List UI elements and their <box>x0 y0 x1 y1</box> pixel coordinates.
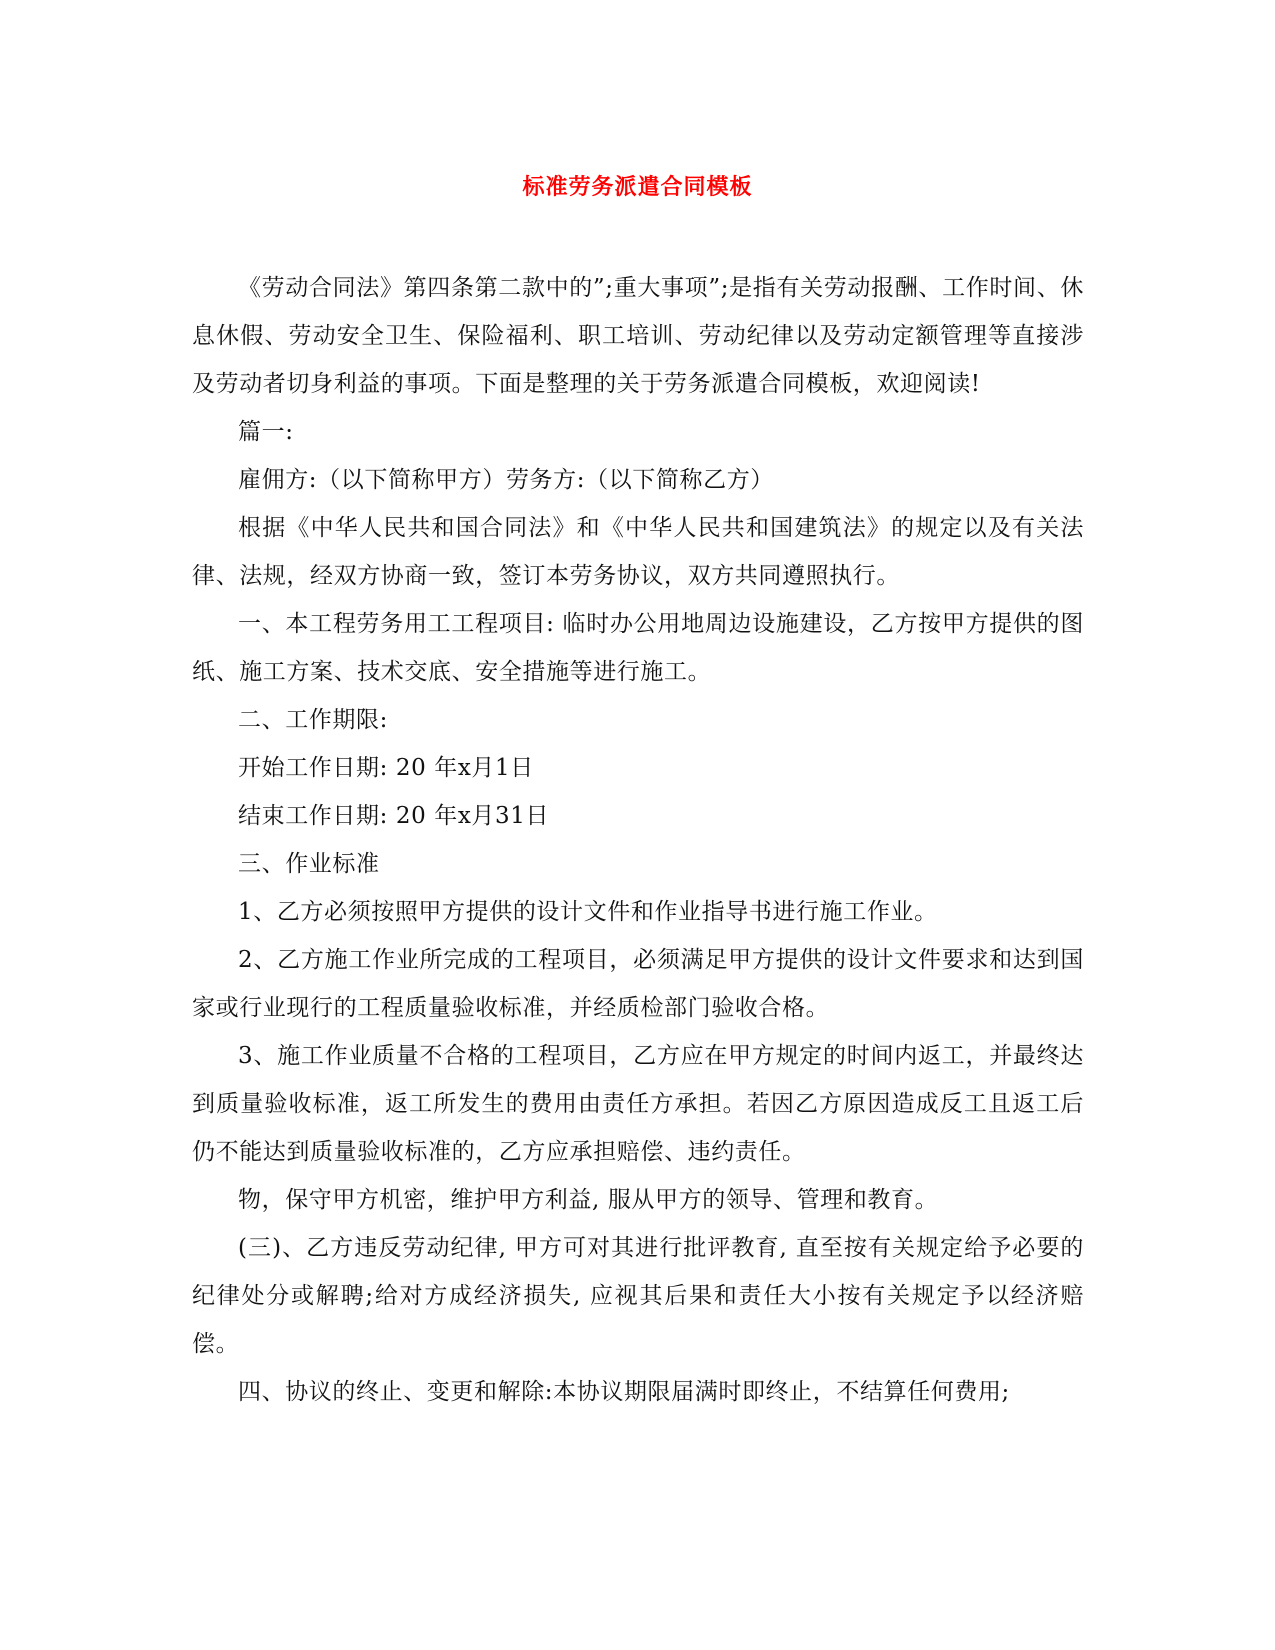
document-body <box>192 264 1084 1416</box>
paragraph-standard-1: 1、乙方必须按照甲方提供的设计文件和作业指导书进行施工作业。 <box>238 899 938 925</box>
paragraph-parties: 雇佣方:（以下简称甲方）劳务方:（以下简称乙方） <box>238 467 774 493</box>
paragraph-end-date: 结束工作日期: 20 年x月31日 <box>238 803 550 829</box>
paragraph-section-1-project: 一、本工程劳务用工工程项目: 临时办公用地周边设施建设，乙方按甲方提供的图纸、施工方案、技术交底、安全措施等进行施工。 <box>192 611 1084 685</box>
paragraph-section-4-termination: 四、协议的终止、变更和解除:本协议期限届满时即终止，不结算任何费用; <box>238 1379 1010 1405</box>
paragraph-intro: 《劳动合同法》第四条第二款中的”;重大事项”;是指有关劳动报酬、工作时间、休息休假、劳动安全卫生、保险福利、职工培训、劳动纪律以及劳动定额管理等直接涉及劳动者切身利益的事项。下面是整理的关于劳务派遣合同模板，欢迎阅读! <box>192 275 1084 397</box>
paragraph-section-2-heading: 二、工作期限: <box>238 707 388 733</box>
paragraph-section-3-heading: 三、作业标准 <box>238 851 380 877</box>
paragraph-part-one: 篇一: <box>238 419 294 445</box>
paragraph-confidentiality: 物，保守甲方机密，维护甲方利益, 服从甲方的领导、管理和教育。 <box>238 1187 939 1213</box>
paragraph-standard-2: 2、乙方施工作业所完成的工程项目，必须满足甲方提供的设计文件要求和达到国家或行业现行的工程质量验收标准，并经质检部门验收合格。 <box>192 947 1084 1021</box>
paragraph-start-date: 开始工作日期: 20 年x月1日 <box>238 755 534 781</box>
document-title: 标准劳务派遣合同模板 <box>522 174 753 200</box>
paragraph-discipline: (三)、乙方违反劳动纪律, 甲方可对其进行批评教育, 直至按有关规定给予必要的纪律处分或解聘;给对方成经济损失, 应视其后果和责任大小按有关规定予以经济赔偿。 <box>192 1235 1084 1357</box>
paragraph-legal-basis: 根据《中华人民共和国合同法》和《中华人民共和国建筑法》的规定以及有关法律、法规，经双方协商一致，签订本劳务协议，双方共同遵照执行。 <box>192 515 1084 589</box>
paragraph-standard-3: 3、施工作业质量不合格的工程项目，乙方应在甲方规定的时间内返工，并最终达到质量验收标准，返工所发生的费用由责任方承担。若因乙方原因造成反工且返工后仍不能达到质量验收标准的，乙方应承担赔偿、违约责任。 <box>192 1043 1084 1165</box>
